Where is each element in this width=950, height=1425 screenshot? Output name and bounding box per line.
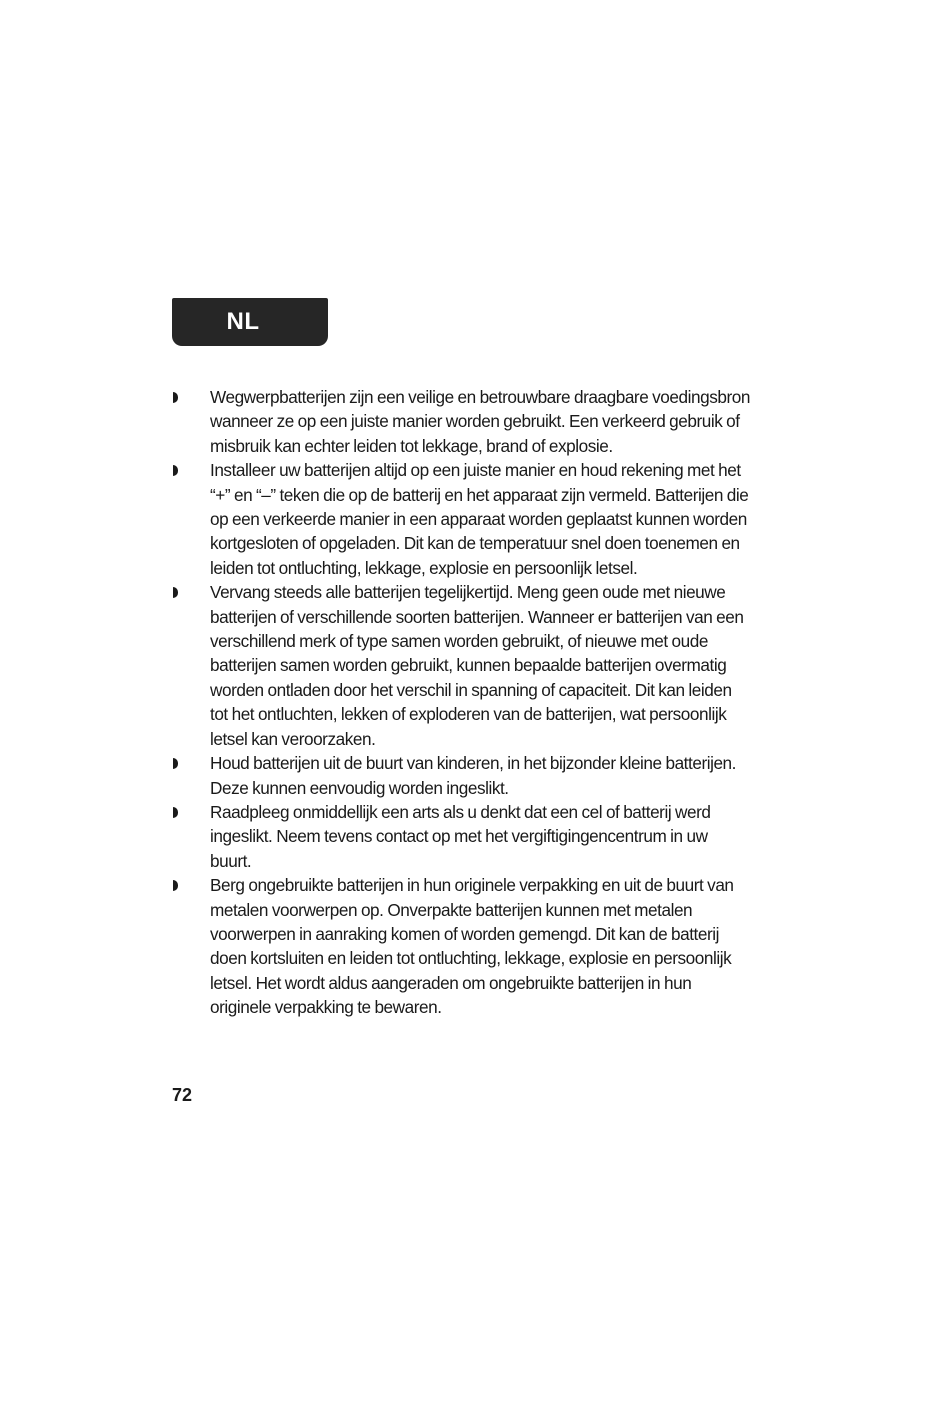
bullet-icon <box>173 465 178 476</box>
list-item-text: Vervang steeds alle batterijen tegelijkertijd. Meng geen oude met nieuwe batterijen of verschillende soorten batterijen. Wanneer er batterijen van een verschillend merk of type samen worden gebruikt, of nieuwe met oude batterijen samen worden gebruikt, kunnen bepaalde batterijen overmatig worden ontladen door het verschil in spanning of capaciteit. Dit kan leiden tot het ontluchten, lekken of exploderen van de batterijen, wat persoonlijk letsel kan veroorzaken. <box>210 582 744 749</box>
bullet-icon <box>173 587 178 598</box>
page-number: 72 <box>172 1085 193 1105</box>
list-item <box>172 873 752 1019</box>
list-item-text: Berg ongebruikte batterijen in hun originele verpakking en uit de buurt van metalen voorwerpen op. Onverpakte batterijen kunnen met metalen voorwerpen in aanraking komen of worden gemengd. Dit kan de batterij doen kortsluiten en leiden tot ontluchting, lekkage, explosie en persoonlijk letsel. Het wordt aldus aangeraden om ongebruikte batterijen in hun originele verpakking te bewaren. <box>210 875 734 1018</box>
list-item-text: Wegwerpbatterijen zijn een veilige en betrouwbare draagbare voedingsbron wanneer ze op een juiste manier worden gebruikt. Een verkeerd gebruik of misbruik kan echter leiden tot lekkage, brand of explosie. <box>210 387 750 456</box>
list-item <box>172 580 752 751</box>
bullet-icon <box>173 758 178 769</box>
bullet-icon <box>173 807 178 818</box>
bullet-icon <box>173 880 178 891</box>
list-item-text: Installeer uw batterijen altijd op een juiste manier en houd rekening met het “+” en “–” teken die op de batterij en het apparaat zijn vermeld. Batterijen die op een verkeerde manier in een apparaat worden geplaatst kunnen worden kortgesloten of opgeladen. Dit kan de temperatuur snel doen toenemen en leiden tot ontluchting, lekkage, explosie en persoonlijk letsel. <box>210 460 749 578</box>
language-tab <box>172 298 328 346</box>
language-tab-label: NL <box>226 308 260 335</box>
bullet-icon <box>173 392 178 403</box>
list-item <box>172 751 752 800</box>
list-item <box>172 800 752 873</box>
list-item <box>172 385 752 458</box>
safety-instructions <box>172 385 752 1020</box>
list-item-text: Houd batterijen uit de buurt van kinderen, in het bijzonder kleine batterijen. Deze kunnen eenvoudig worden ingeslikt. <box>210 753 736 798</box>
list-item-text: Raadpleeg onmiddellijk een arts als u denkt dat een cel of batterij werd ingeslikt. Neem tevens contact op met het vergiftigingencentrum in uw buurt. <box>210 801 711 871</box>
list-item <box>172 458 752 580</box>
bullet-list <box>172 385 752 1020</box>
